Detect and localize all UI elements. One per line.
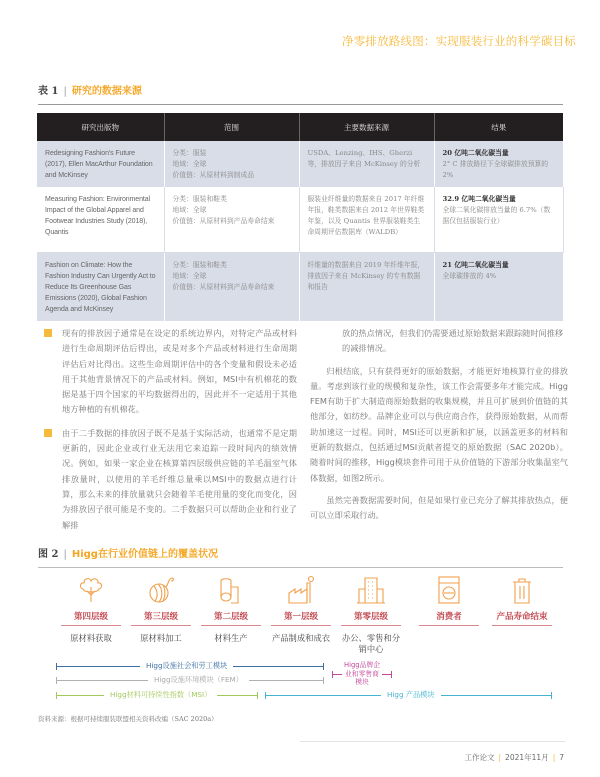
publication-cell: Redesigning Fashion's Future (2017), Ellen MacArthur Foundation and McKinsey [37,141,164,187]
table-header-row [37,113,563,141]
body-left-column [62,326,297,541]
module-bar-fem: Higg设施环境模块（FEM） [56,675,324,685]
module-bar-product: Higg 产品模块 [265,690,552,700]
source-note: 资料来源：根据可持续服装联盟相关资料改编（SAC 2020a） [38,715,218,723]
trash-bin-icon [491,573,553,605]
square-bullet-icon [44,429,52,437]
publication-cell: Fashion on Climate: How the Fashion Industry Can Urgently Act to Reduce Its Greenhouse Gas Emissions (2020), Global Fashion Agenda and McKinsey [37,252,164,321]
page-number: 7 [559,753,564,762]
paragraph: 归根结底，只有获得更好的原始数据，才能更好地核算行业的排放量。考虑到该行业的规模和复杂性，该工作会需要多年才能完成。Higg FEM有助于扩大制造商原始数据的收集规模，并且可扩展到价值链的其他部分，如纺纱。品牌企业可以与供应商合作，获得原始数据，从而帮助加速这一过程。同时，MSI还可以更新和扩展，以涵盖更多的材料和更新的数据点，包括通过MSI贡献者提交的原始数据（SAC 2020b）。随着时间的推移，Higg模块套件可用于从价值链的下游部分收集温室气体数据，如图2所示。 [310,365,568,483]
stage-end-of-life: 产品寿命结束 [491,573,553,626]
page-footer: 工作论文 | 2021年11月 | 7 [464,753,564,762]
figure-number: 图 2 [38,549,59,560]
doc-type: 工作论文 [464,753,495,762]
table-caption: 表 1 | 研究的数据来源 [38,86,142,97]
stage-tier-4: 第四层级 原材料获取 [60,573,122,644]
bullet-continuation: 放的热点情况，但我们仍需要通过原始数据来跟踪随时间推移的减排情况。 [342,328,564,354]
figure-title: Higg在行业价值链上的覆盖状况 [71,549,218,560]
table-number: 表 1 [38,86,59,97]
stage-tier-1: 第一层级 产品制成和成衣 [270,573,332,644]
result-cell: 32.9 亿吨二氧化碳当量 全球二氧化碳排放当量的 6.7%（数据仅包括服装行业） [434,187,563,252]
bullet-item: 现有的排放因子通常是在设定的系统边界内，对特定产品或材料进行生命周期评估后得出，或是对多个产品或材料进行生命周期评估后对比得出。这些生命周期评估中的各个变量和假设未必适用于其他背景情况下的产品或材料。例如，MSI中有机棉花的数据是基于四个国家的平均数据得出的，因此并不一定适用于其他地方种植的有机棉花。 [62,326,297,418]
fabric-roll-icon [200,573,262,605]
result-cell: 20 亿吨二氧化碳当量 2° C 排放路径下全球碳排放预算的 2% [434,141,563,187]
bullet-item: 由于二手数据的排放因子既不是基于实际活动，也通常不是定期更新的，因此企业或行业无法用它来追踪一段时间内的绩效情况。例如，如果一家企业在核算第四层级供应链的羊毛温室气体排放量时，以使用的羊毛纤维总量乘以MSI中的数据点进行计算，那么未来的排放量就只会随着羊毛使用量的变化而变化，因为排放因子很可能是不变的。二手数据只可以帮助企业和行业了解排 [62,426,297,533]
table-row [37,141,563,187]
office-building-icon [340,573,402,605]
square-bullet-icon [44,329,52,337]
divider [38,104,563,105]
scope-cell: 分类：服装和鞋类 地域：全球 价值链：从原材料到产品寿命结束 [164,187,299,252]
sources-cell: 服装业纤维量的数据来自 2017 年纤维年报，鞋类数据来自 2012 年世界鞋类年鉴，以及 Quantis 世界服装鞋类生命周期评估数据库（WALDB） [299,187,434,252]
stage-consumer: 消费者 [418,573,480,626]
value-chain-stages [50,573,580,653]
sources-cell: USDA、Lenzing、IHS、Gherzi 等，排放因子来自 McKinsey 的分析 [299,141,434,187]
body-right-column [310,326,568,531]
stage-tier-3: 第三层级 原材料加工 [130,573,192,644]
column-header: 结果 [434,113,563,141]
washing-machine-icon [418,573,480,605]
sources-cell: 纤维量的数据来自 2019 年纤维年报，排放因子来自 McKinsey 的专有数据和报告 [299,252,434,321]
running-header: 净零排放路线图：实现服装行业的科学碳目标 [342,34,576,48]
figure-caption: 图 2 | Higg在行业价值链上的覆盖状况 [38,549,218,560]
stage-tier-0: 第零层级 办公、零售和分销中心 [340,573,402,655]
module-bar-social-labor: Higg设施社会和劳工模块 [56,661,324,671]
module-bar-brand-retail: Higg品牌企业和零售商模块 [332,663,392,693]
paragraph: 虽然完善数据需要时间，但是如果行业已充分了解其排放热点，便可以立即采取行动。 [310,494,568,521]
publication-cell: Measuring Fashion: Environmental Impact of the Global Apparel and Footwear Industries Study (2018), Quantis [37,187,164,252]
factory-icon [270,573,332,605]
scope-cell: 分类：服装和鞋类 地域：全球 价值链：从原材料到产品寿命结束 [164,252,299,321]
data-sources-table [37,113,564,321]
yarn-ball-icon [130,573,192,605]
cotton-plant-icon [60,573,122,605]
table-row [37,187,563,252]
stage-tier-2: 第二层级 材料生产 [200,573,262,644]
table-row [37,252,563,321]
column-header: 研究出版物 [37,113,164,141]
scope-cell: 分类：服装 地域：全球 价值链：从原材料到制成品 [164,141,299,187]
column-header: 主要数据来源 [299,113,434,141]
table-title: 研究的数据来源 [71,86,142,97]
column-header: 范围 [164,113,299,141]
result-cell: 21 亿吨二氧化碳当量 全球碳排放的 4% [434,252,563,321]
footer-divider [300,741,565,742]
divider [38,567,563,568]
module-bar-msi: Higg材料可持续性指数（MSI） [56,690,258,700]
doc-date: 2021年11月 [505,753,549,762]
